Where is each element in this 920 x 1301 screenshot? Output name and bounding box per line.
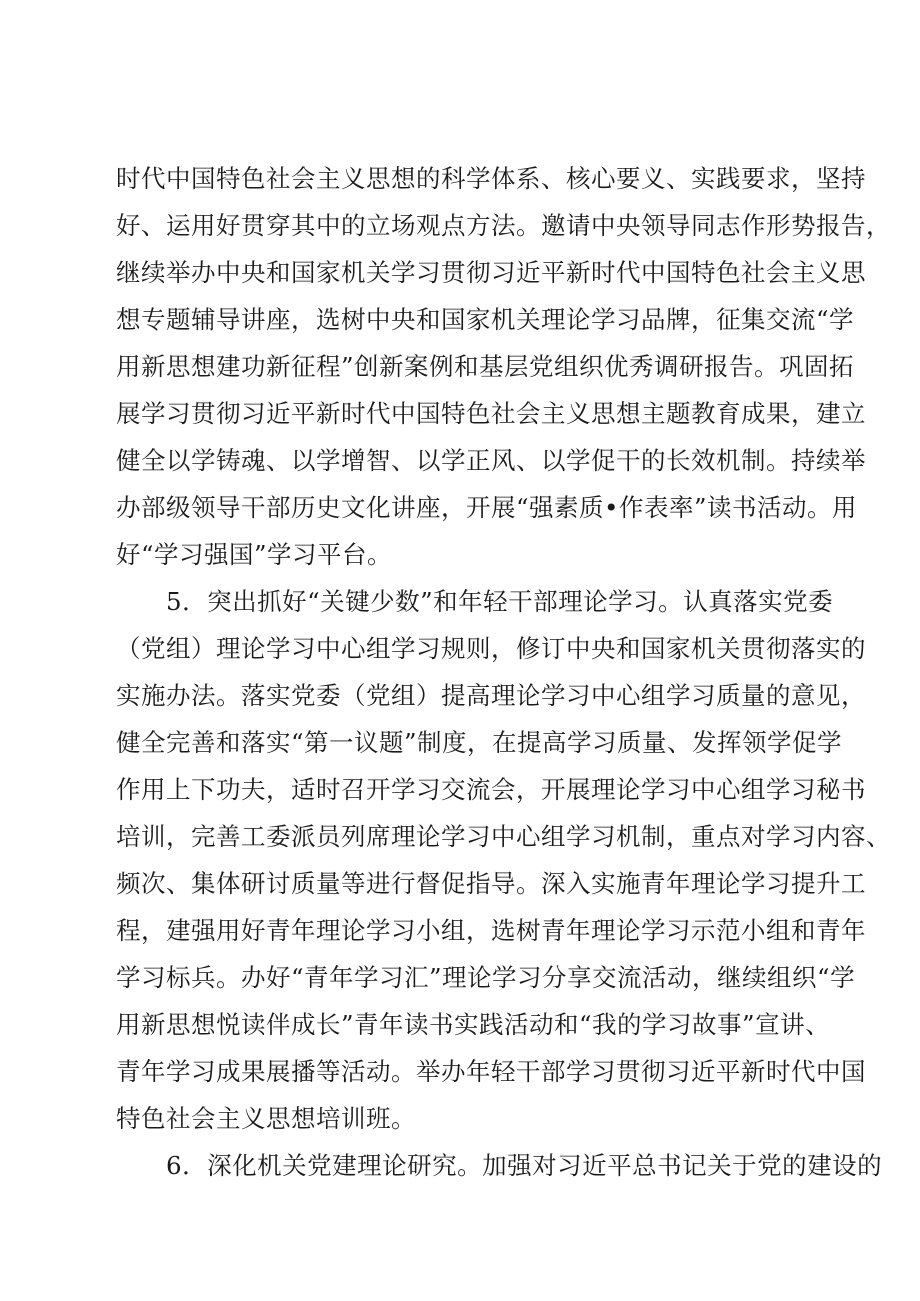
body-line-8: 办部级领导干部历史文化讲座，开展“强素质•作表率”读书活动。用 bbox=[116, 493, 857, 522]
body-line-16: 频次、集体研讨质量等进行督促指导。深入实施青年理论学习提升工 bbox=[116, 869, 866, 898]
body-line-11: （党组）理论学习中心组学习规则，修订中央和国家机关贯彻落实的 bbox=[116, 634, 866, 663]
body-line-17: 程，建强用好青年理论学习小组，选树青年理论学习示范小组和青年 bbox=[116, 916, 866, 945]
body-line-20: 青年学习成果展播等活动。举办年轻干部学习贯彻习近平新时代中国 bbox=[116, 1057, 866, 1086]
body-line-15: 培训，完善工委派员列席理论学习中心组学习机制，重点对学习内容、 bbox=[116, 822, 891, 851]
section-5-heading-line: 5．突出抓好“关键少数”和年轻干部理论学习。认真落实党委 bbox=[166, 587, 834, 616]
section-6-heading-line: 6．深化机关党建理论研究。加强对习近平总书记关于党的建设的 bbox=[166, 1151, 883, 1180]
body-line-6: 展学习贯彻习近平新时代中国特色社会主义思想主题教育成果，建立 bbox=[116, 399, 866, 428]
body-line-5: 用新思想建功新征程”创新案例和基层党组织优秀调研报告。巩固拓 bbox=[116, 352, 855, 381]
body-line-2: 好、运用好贯穿其中的立场观点方法。邀请中央领导同志作形势报告， bbox=[116, 211, 891, 240]
body-line-7: 健全以学铸魂、以学增智、以学正风、以学促干的长效机制。持续举 bbox=[116, 446, 866, 475]
body-line-12: 实施办法。落实党委（党组）提高理论学习中心组学习质量的意见， bbox=[116, 681, 866, 710]
body-line-14: 作用上下功夫，适时召开学习交流会，开展理论学习中心组学习秘书 bbox=[116, 775, 866, 804]
body-line-3: 继续举办中央和国家机关学习贯彻习近平新时代中国特色社会主义思 bbox=[116, 258, 866, 287]
body-line-21: 特色社会主义思想培训班。 bbox=[116, 1104, 416, 1133]
body-line-9: 好“学习强国”学习平台。 bbox=[116, 540, 393, 569]
body-line-4: 想专题辅导讲座，选树中央和国家机关理论学习品牌，征集交流“学 bbox=[116, 305, 855, 334]
body-line-19: 用新思想悦读伴成长”青年读书实践活动和“我的学习故事”宣讲、 bbox=[116, 1010, 831, 1039]
body-line-1: 时代中国特色社会主义思想的科学体系、核心要义、实践要求，坚持 bbox=[116, 164, 866, 193]
body-line-13: 健全完善和落实“第一议题”制度，在提高学习质量、发挥领学促学 bbox=[116, 728, 843, 757]
body-line-18: 学习标兵。办好“青年学习汇”理论学习分享交流活动，继续组织“学 bbox=[116, 963, 856, 992]
